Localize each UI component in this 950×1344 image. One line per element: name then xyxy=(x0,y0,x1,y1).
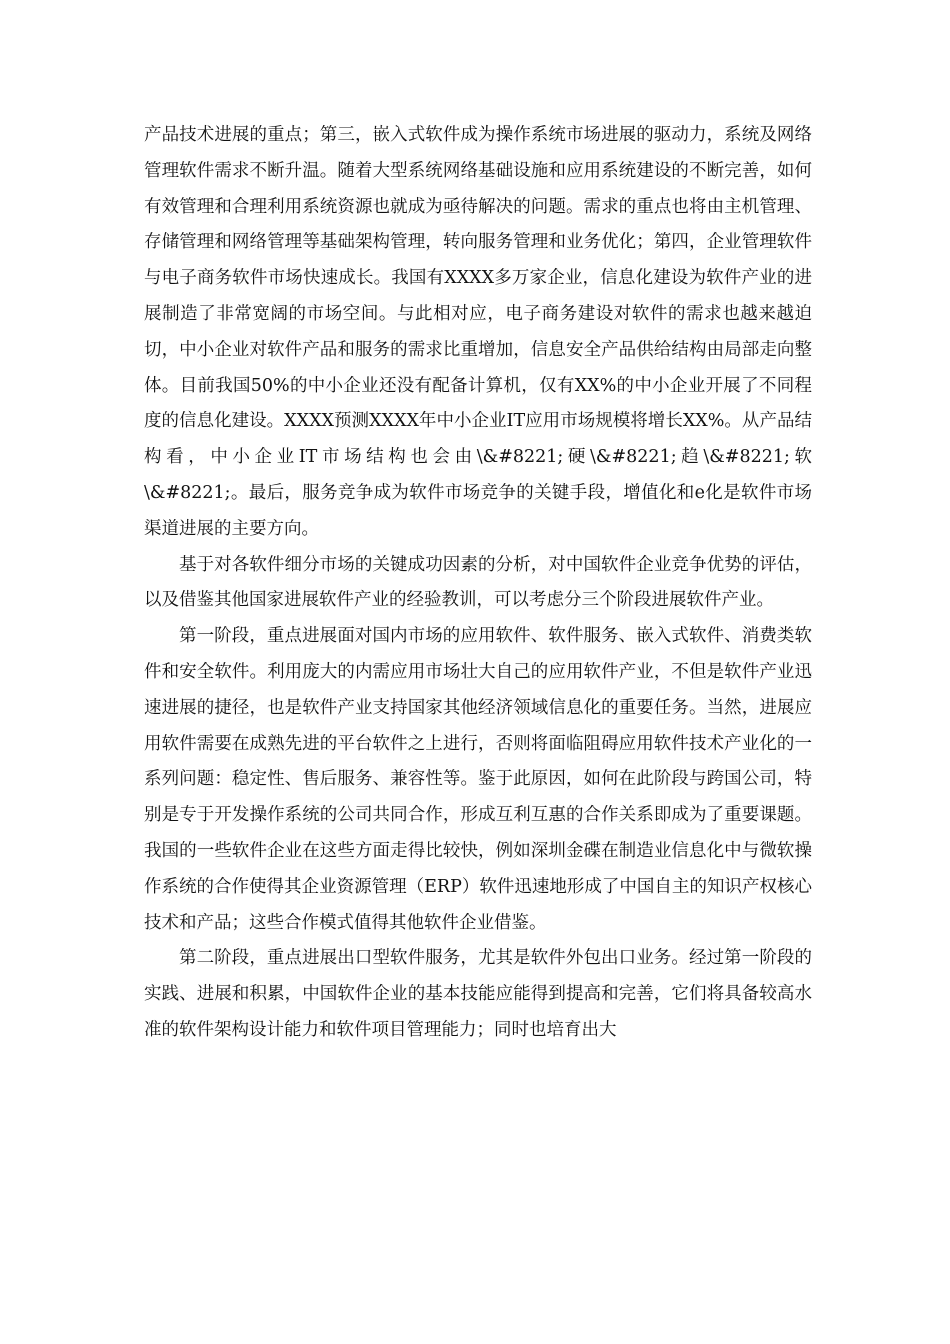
document-body xyxy=(144,118,812,1049)
paragraph: 基于对各软件细分市场的关键成功因素的分析，对中国软件企业竞争优势的评估，以及借鉴其他国家进展软件产业的经验教训，可以考虑分三个阶段进展软件产业。 xyxy=(144,554,812,611)
paragraph: 第一阶段，重点进展面对国内市场的应用软件、软件服务、嵌入式软件、消费类软件和安全软件。利用庞大的内需应用市场壮大自己的应用软件产业，不但是软件产业迅速进展的捷径，也是软件产业支持国家其他经济领域信息化的重要任务。当然，进展应用软件需要在成熟先进的平台软件之上进行，否则将面临阻碍应用软件技术产业化的一系列问题：稳定性、售后服务、兼容性等。鉴于此原因，如何在此阶段与跨国公司，特别是专于开发操作系统的公司共同合作，形成互利互惠的合作关系即成为了重要课题。我国的一些软件企业在这些方面走得比较快，例如深圳金碟在制造业信息化中与微软操作系统的合作使得其企业资源管理（ERP）软件迅速地形成了中国自主的知识产权核心技术和产品；这些合作模式值得其他软件企业借鉴。 xyxy=(144,626,812,933)
paragraph: 第二阶段，重点进展出口型软件服务，尤其是软件外包出口业务。经过第一阶段的实践、进展和积累，中国软件企业的基本技能应能得到提高和完善，它们将具备较高水准的软件架构设计能力和软件项目管理能力；同时也培育出大 xyxy=(144,948,812,1040)
paragraph: 产品技术进展的重点；第三，嵌入式软件成为操作系统市场进展的驱动力，系统及网络管理软件需求不断升温。随着大型系统网络基础设施和应用系统建设的不断完善，如何有效管理和合理利用系统资源也就成为亟待解决的问题。需求的重点也将由主机管理、存储管理和网络管理等基础架构管理，转向服务管理和业务优化；第四，企业管理软件与电子商务软件市场快速成长。我国有XXXX多万家企业，信息化建设为软件产业的进展制造了非常宽阔的市场空间。与此相对应，电子商务建设对软件的需求也越来越迫切，中小企业对软件产品和服务的需求比重增加，信息安全产品供给结构由局部走向整体。目前我国50%的中小企业还没有配备计算机，仅有XX%的中小企业开展了不同程度的信息化建设。XXXX预测XXXX年中小企业IT应用市场规模将增长XX%。从产品结构看，中小企业IT市场结构也会由\&#8221;硬\&#8221;趋\&#8221;软\&#8221;。最后，服务竞争成为软件市场竞争的关键手段，增值化和e化是软件市场渠道进展的主要方向。 xyxy=(144,125,812,539)
